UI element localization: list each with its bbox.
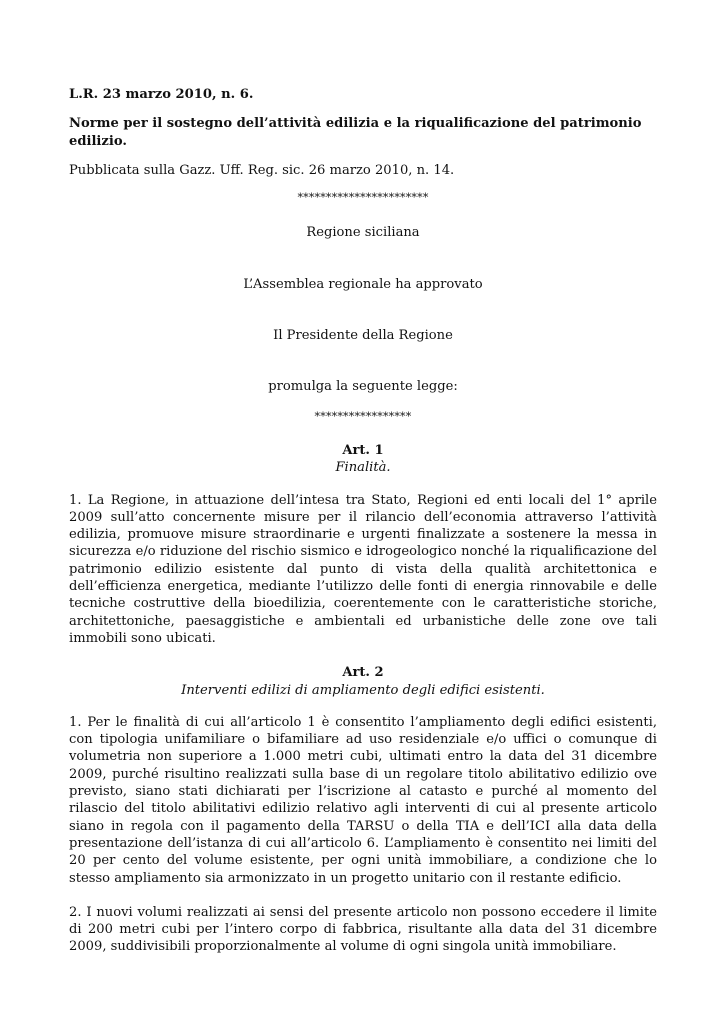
- article-subtitle: Finalità.: [335, 460, 391, 476]
- assembly-line: L’Assemblea regionale ha approvato: [243, 276, 483, 292]
- document-page: [69, 86, 657, 956]
- article-paragraph: 1. La Regione, in attuazione dell’intesa tra Stato, Regioni ed enti locali del 1° aprile 2009 sull’atto concernente misure per il rilancio dell’economia attraverso l’attività edilizia, promuove misure straordinarie e urgenti finalizzate a sostenere la messa in sicurezza e/o riduzione del rischio sismico e idrogeologico nonché la riqualificazione del patrimonio edilizio esistente dal punto di vista della qualità architettonica e dell’efficienza energetica, mediante l’utilizzo delle fonti di energia rinnovabile e delle tecniche costruttive della bioedilizia, coerentemente con le caratteristiche storiche, architettoniche, paesaggistiche e ambientali ed urbanistiche delle zone ove tali immobili sono ubicati.: [69, 492, 657, 646]
- article-paragraph: 1. Per le finalità di cui all’articolo 1 è consentito l’ampliamento degli edifici esistenti, con tipologia unifamiliare o bifamiliare ad uso residenziale e/o uffici o comunque di volumetria non superiore a 1.000 metri cubi, ultimati entro la data del 31 dicembre 2009, purché risultino realizzati sulla base di un regolare titolo abilitativo edilizio ove previsto, siano stati dichiarati per l’iscrizione al catasto e purché al momento del rilascio del titolo abilitativi edilizio relativo agli interventi di cui al presente articolo siano in regola con il pagamento della TARSU o della TIA e dell’ICI alla data della presentazione dell’istanza di cui all’articolo 6. L’ampliamento è consentito nei limiti del 20 per cento del volume esistente, per ogni unità immobiliare, a condizione che lo stesso ampliamento sia armonizzato in un progetto unitario con il restante edificio.: [69, 714, 657, 886]
- article-paragraph: 2. I nuovi volumi realizzati ai sensi del presente articolo non possono eccedere il limite di 200 metri cubi per l’intero corpo di fabbrica, risultante alla data del 31 dicembre 2009, suddivisibili proporzionalmente al volume di ogni singola unità immobiliare.: [69, 904, 657, 955]
- separator-stars: ***********************: [297, 191, 429, 205]
- president-line: Il Presidente della Regione: [273, 328, 453, 344]
- region-line: Regione siciliana: [306, 225, 420, 241]
- article-title: Art. 1: [342, 442, 384, 458]
- law-reference: L.R. 23 marzo 2010, n. 6.: [69, 87, 254, 102]
- article-2: [69, 664, 657, 955]
- publication-line: Pubblicata sulla Gazz. Uff. Reg. sic. 26 marzo 2010, n. 14.: [69, 162, 455, 178]
- article-1: [69, 442, 657, 647]
- separator-stars: *****************: [314, 409, 412, 423]
- law-title: Norme per il sostegno dell’attività edilizia e la riqualificazione del patrimonio edilizio.: [69, 116, 642, 149]
- promulgation-line: promulga la seguente legge:: [268, 379, 458, 395]
- article-title: Art. 2: [342, 665, 384, 681]
- article-subtitle: Interventi edilizi di ampliamento degli edifici esistenti.: [181, 682, 545, 698]
